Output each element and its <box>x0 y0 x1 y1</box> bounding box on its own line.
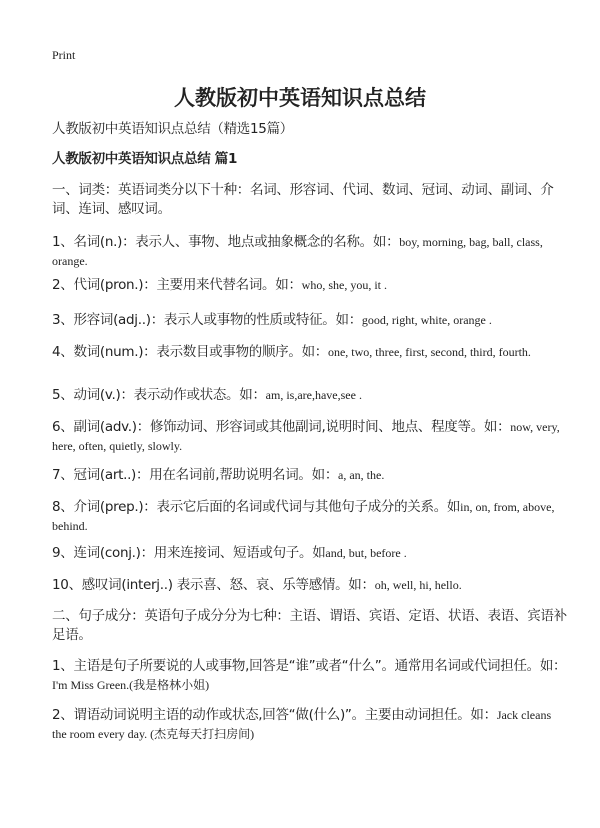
paragraph <box>52 657 568 695</box>
paragraph-example: am, is,are,have,see . <box>265 388 362 402</box>
paragraph-text: 9、连词(conj.)：用来连接词、短语或句子。如 <box>52 545 326 561</box>
paragraph-example: good, right, white, orange . <box>361 313 492 327</box>
paragraph-example: and, but, before . <box>325 546 407 560</box>
paragraph-example: a, an, the. <box>338 468 385 482</box>
paragraph-text: 7、冠词(art..)：用在名词前,帮助说明名词。如： <box>52 467 339 483</box>
paragraph <box>52 607 568 645</box>
paragraph <box>52 706 568 744</box>
paragraph-text: 10、感叹词(interj..) 表示喜、怒、哀、乐等感情。如： <box>52 577 375 593</box>
paragraph-text: 1、名词(n.)：表示人、事物、地点或抽象概念的名称。如： <box>52 234 400 250</box>
paragraph <box>52 544 568 563</box>
paragraph-text: 3、形容词(adj..)：表示人或事物的性质或特征。如： <box>52 312 362 328</box>
paragraph-example: Jack cleans the room every day. (杰克每天打扫房间) <box>52 708 552 741</box>
paragraph-text: 2、代词(pron.)：主要用来代替名词。如： <box>52 277 302 293</box>
paragraph-example: who, she, you, it . <box>301 278 387 292</box>
paragraph <box>52 386 568 405</box>
paragraph-example: I'm Miss Green.(我是格林小姐) <box>52 678 210 692</box>
paragraph <box>52 311 568 330</box>
paragraph-text: 4、数词(num.)：表示数目或事物的顺序。如： <box>52 344 328 360</box>
paragraph-text: 2、谓语动词说明主语的动作或状态,回答“做(什么)”。主要由动词担任。如： <box>52 707 497 723</box>
paragraph <box>52 343 568 362</box>
paragraph-text: 5、动词(v.)：表示动作或状态。如： <box>52 387 266 403</box>
paragraph <box>52 498 568 536</box>
paragraph <box>52 181 568 219</box>
paragraph-text: 8、介词(prep.)：表示它后面的名词或代词与其他句子成分的关系。如 <box>52 499 461 515</box>
paragraph-text: 6、副词(adv.)：修饰动词、形容词或其他副词,说明时间、地点、程度等。如： <box>52 419 511 435</box>
paragraph <box>52 466 568 485</box>
paragraph-example: now, very, here, often, quietly, slowly. <box>52 420 560 453</box>
section-heading: 人教版初中英语知识点总结 篇1 <box>52 151 238 167</box>
paragraph-example: boy, morning, bag, ball, class, orange. <box>52 235 543 268</box>
document-title: 人教版初中英语知识点总结 <box>174 86 426 110</box>
paragraph <box>52 233 568 271</box>
paragraph-example: oh, well, hi, hello. <box>374 578 462 592</box>
paragraph-text: 1、主语是句子所要说的人或事物,回答是“谁”或者“什么”。通常用名词或代词担任。如： <box>52 658 567 674</box>
paragraph-text: 二、句子成分：英语句子成分分为七种：主语、谓语、宾语、定语、状语、表语、宾语补足语。 <box>52 608 567 643</box>
paragraph-example: one, two, three, first, second, third, fourth. <box>327 345 531 359</box>
print-link[interactable]: Print <box>52 48 76 62</box>
paragraph-text: 一、词类：英语词类分以下十种：名词、形容词、代词、数词、冠词、动词、副词、介词、连词、感叹词。 <box>52 182 554 217</box>
document-subtitle: 人教版初中英语知识点总结（精选15篇） <box>52 121 293 137</box>
paragraph <box>52 276 568 295</box>
paragraph-example: in, on, from, above, behind. <box>52 500 555 533</box>
paragraph <box>52 418 568 456</box>
paragraph <box>52 576 568 595</box>
